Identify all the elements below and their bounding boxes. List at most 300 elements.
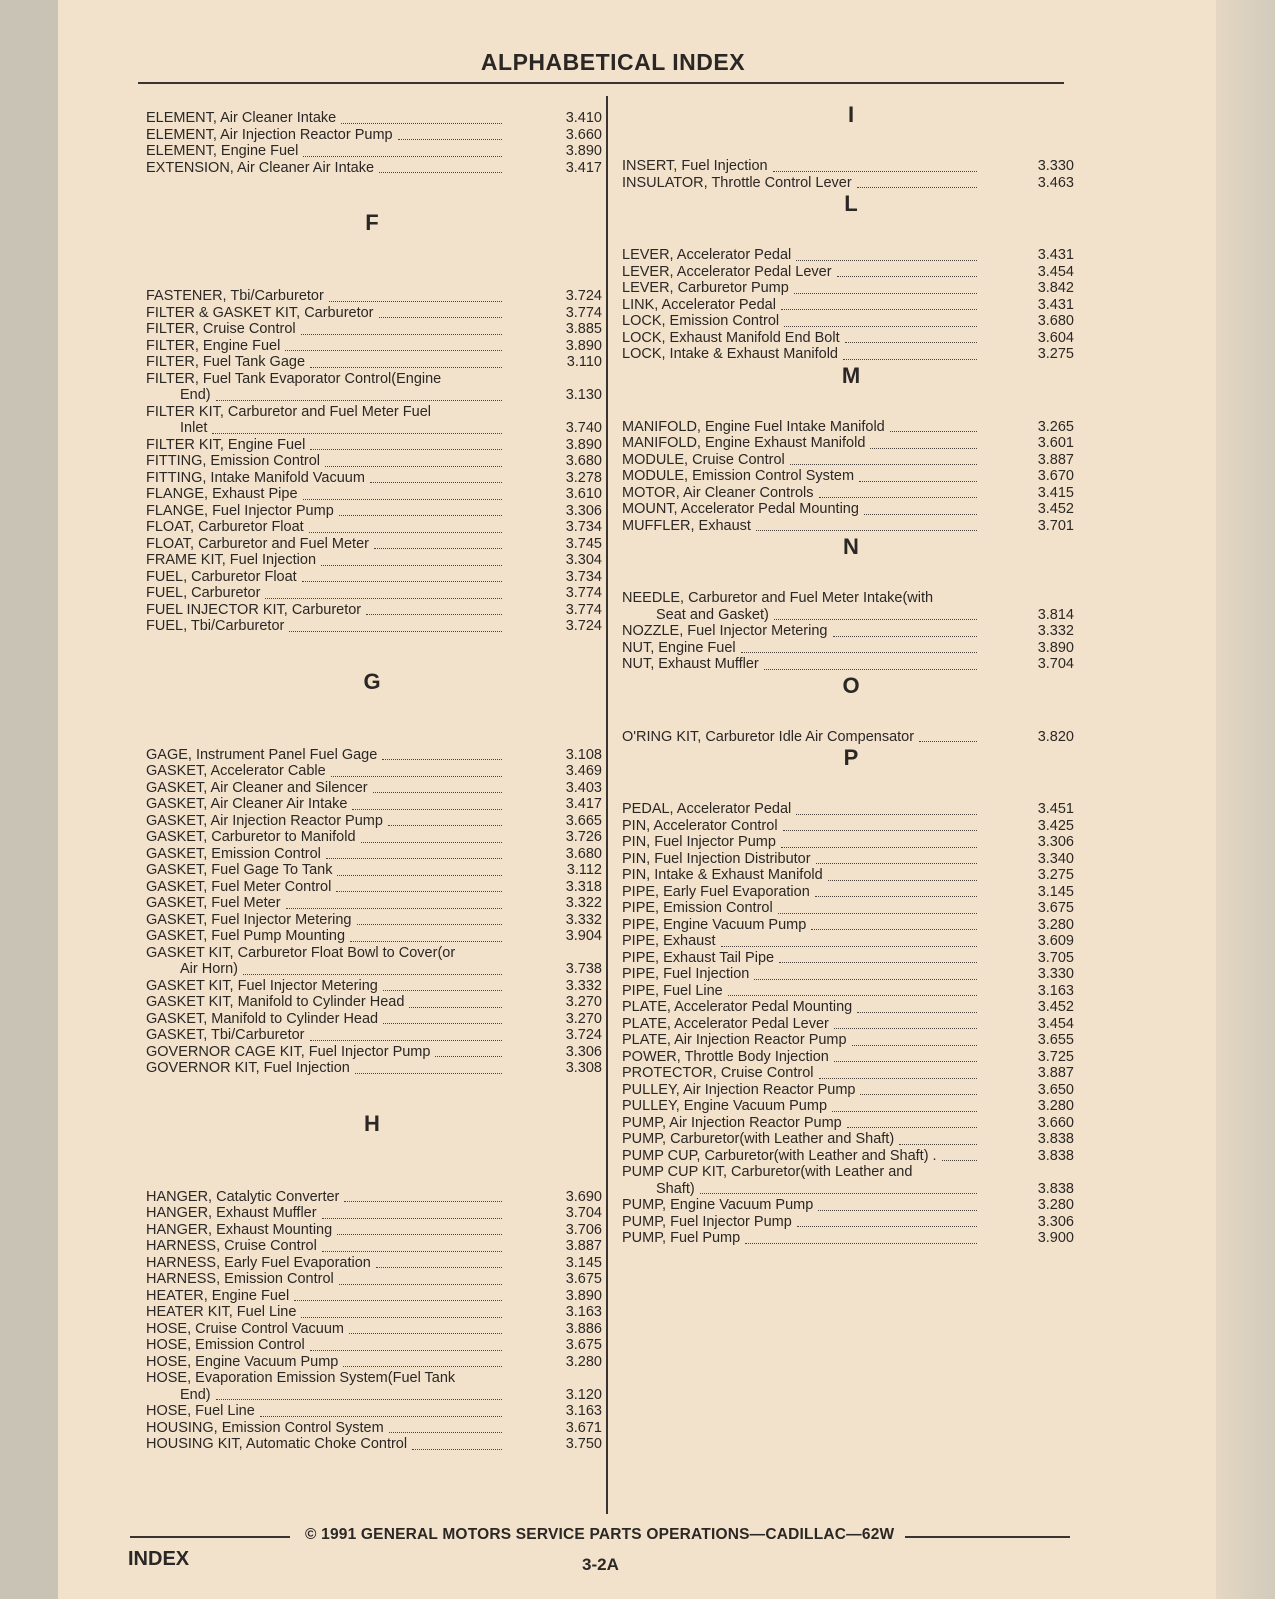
entry-page-number: 3.886: [565, 1320, 602, 1337]
dot-leader: [216, 400, 502, 401]
dot-leader: [343, 1366, 502, 1367]
entry-page-number: 3.306: [565, 502, 602, 519]
entry-page-number: 3.734: [565, 568, 602, 585]
dot-leader: [329, 301, 502, 302]
dot-leader: [321, 565, 502, 566]
entry-page-number: 3.145: [565, 1254, 602, 1271]
entry-text: GASKET, Carburetor to Manifold: [146, 829, 356, 845]
entry-text: GASKET, Tbi/Carburetor: [146, 1027, 305, 1043]
entry-page-number: 3.890: [565, 1287, 602, 1304]
entry-page-number: 3.705: [1037, 949, 1074, 966]
entry-text: FUEL INJECTOR KIT, Carburetor: [146, 601, 362, 618]
dot-leader: [816, 863, 977, 864]
entry-page-number: 3.431: [1037, 296, 1074, 313]
dot-leader: [860, 1094, 977, 1095]
entry-page-number: 3.738: [565, 961, 602, 977]
entry-text: PIPE, Engine Vacuum Pump: [622, 916, 807, 933]
entry-text: GASKET, Fuel Meter Control: [146, 878, 332, 895]
entry-text: HOSE, Cruise Control Vacuum: [146, 1320, 344, 1337]
index-entry: [146, 1222, 602, 1239]
entry-page-number: 3.820: [1037, 728, 1074, 745]
entry-text: NEEDLE, Carburetor and Fuel Meter Intake(with: [622, 590, 934, 606]
dot-leader: [303, 156, 502, 157]
entry-text: PLATE, Accelerator Pedal Mounting: [622, 999, 853, 1015]
entry-page-number: 3.750: [565, 1436, 602, 1452]
entry-text: PULLEY, Air Injection Reactor Pump: [622, 1081, 856, 1098]
dot-leader: [857, 187, 977, 188]
entry-text: GASKET, Fuel Meter: [146, 895, 281, 911]
entry-page-number: 3.655: [1037, 1032, 1074, 1048]
dot-leader: [260, 1416, 502, 1417]
entry-text: PIN, Fuel Injection Distributor: [622, 850, 811, 867]
dot-leader: [309, 532, 502, 533]
entry-text: HEATER, Engine Fuel: [146, 1287, 290, 1304]
index-entry: [146, 404, 602, 437]
entry-page-number: 3.890: [565, 337, 602, 354]
index-entry: [146, 1403, 602, 1420]
entry-page-number: 3.724: [565, 1027, 602, 1043]
index-entry: [146, 862, 602, 879]
entry-continuation: End): [180, 387, 211, 403]
entry-page-number: 3.675: [565, 1271, 602, 1287]
index-entry: [622, 1164, 1074, 1197]
entry-text: GASKET, Air Cleaner Air Intake: [146, 796, 348, 812]
entry-page-number: 3.280: [1037, 916, 1074, 933]
index-entry: [622, 966, 1074, 983]
dot-leader: [870, 448, 977, 449]
entry-page-number: 3.454: [1037, 263, 1074, 280]
dot-leader: [379, 172, 502, 173]
entry-text: FUEL, Carburetor Float: [146, 568, 297, 585]
entry-text: LOCK, Emission Control: [622, 313, 780, 329]
dot-leader: [388, 825, 502, 826]
index-entry: [146, 1321, 602, 1338]
index-entry: [146, 1288, 602, 1305]
entry-page-number: 3.740: [565, 420, 602, 436]
entry-text: HOSE, Engine Vacuum Pump: [146, 1353, 339, 1370]
entry-page-number: 3.415: [1037, 484, 1074, 501]
index-entry: [622, 623, 1074, 640]
dot-leader: [819, 1078, 977, 1079]
index-entry: [146, 602, 602, 619]
dot-leader: [265, 598, 502, 599]
entry-page-number: 3.724: [565, 288, 602, 304]
dot-leader: [784, 326, 977, 327]
index-entry: [622, 656, 1074, 673]
dot-leader: [819, 497, 977, 498]
entry-text: FUEL, Carburetor: [146, 585, 261, 601]
entry-page-number: 3.425: [1037, 817, 1074, 834]
dot-leader: [374, 548, 502, 549]
dot-leader: [310, 367, 502, 368]
entry-page-number: 3.306: [1037, 834, 1074, 850]
entry-page-number: 3.885: [565, 321, 602, 337]
dot-leader: [412, 1449, 502, 1450]
entry-text: LOCK, Intake & Exhaust Manifold: [622, 346, 838, 362]
entry-text: GASKET, Air Injection Reactor Pump: [146, 812, 383, 829]
entry-page-number: 3.890: [565, 436, 602, 453]
index-entry: [146, 763, 602, 780]
index-entry: [622, 452, 1074, 469]
dot-leader: [289, 631, 502, 632]
entry-page-number: 3.275: [1037, 867, 1074, 883]
entry-page-number: 3.838: [1037, 1147, 1074, 1164]
entry-page-number: 3.704: [1037, 656, 1074, 672]
dot-leader: [832, 1111, 977, 1112]
dot-leader: [741, 652, 977, 653]
entry-text: MOTOR, Air Cleaner Controls: [622, 484, 814, 501]
entry-page-number: 3.330: [1037, 966, 1074, 982]
index-entry: [622, 518, 1074, 535]
index-entry: [622, 884, 1074, 901]
dot-leader: [294, 1300, 502, 1301]
index-entry: [146, 813, 602, 830]
entry-text: MODULE, Cruise Control: [622, 451, 785, 468]
entry-page-number: 3.163: [565, 1304, 602, 1320]
entry-page-number: 3.706: [565, 1221, 602, 1238]
entry-text: FLOAT, Carburetor Float: [146, 519, 304, 535]
index-entry: [146, 1044, 602, 1061]
entry-page-number: 3.734: [565, 519, 602, 535]
index-entry: [146, 1205, 602, 1222]
dot-leader: [899, 1144, 977, 1145]
dot-leader: [756, 530, 977, 531]
dot-leader: [859, 481, 977, 482]
index-entry: [622, 950, 1074, 967]
index-entry: [146, 110, 602, 127]
index-entry: [146, 1354, 602, 1371]
entry-text: FLANGE, Exhaust Pipe: [146, 486, 298, 502]
dot-leader: [325, 466, 502, 467]
dot-leader: [409, 1007, 502, 1008]
entry-page-number: 3.609: [1037, 933, 1074, 949]
index-entry: [622, 729, 1074, 746]
index-entry: [146, 585, 602, 602]
index-entry: [622, 1214, 1074, 1231]
footer-copyright: © 1991 GENERAL MOTORS SERVICE PARTS OPERATIONS—CADILLAC—62W: [305, 1526, 895, 1543]
entry-text: GOVERNOR CAGE KIT, Fuel Injector Pump: [146, 1043, 431, 1060]
entry-text: GASKET, Emission Control: [146, 845, 321, 862]
index-entry: [622, 1082, 1074, 1099]
footer-section-label: INDEX: [128, 1548, 190, 1570]
dot-leader: [847, 1127, 977, 1128]
entry-page-number: 3.814: [1037, 606, 1074, 623]
entry-text: GASKET KIT, Fuel Injector Metering: [146, 977, 378, 994]
entry-text: ELEMENT, Air Cleaner Intake: [146, 110, 337, 126]
dot-leader: [216, 1399, 502, 1400]
entry-text: HARNESS, Cruise Control: [146, 1238, 317, 1254]
dot-leader: [331, 776, 502, 777]
entry-page-number: 3.842: [1037, 280, 1074, 296]
section-letter: G: [363, 668, 381, 694]
entry-continuation: End): [180, 1386, 211, 1403]
dot-leader: [773, 171, 977, 172]
entry-text: PULLEY, Engine Vacuum Pump: [622, 1098, 828, 1114]
entry-page-number: 3.417: [565, 796, 602, 812]
entry-page-number: 3.332: [1037, 623, 1074, 639]
index-entry: [622, 158, 1074, 175]
dot-leader: [376, 1267, 502, 1268]
index-entry: [622, 330, 1074, 347]
entry-text: PUMP CUP, Carburetor(with Leather and Shaft) .: [622, 1147, 937, 1164]
entry-text: NUT, Engine Fuel: [622, 639, 736, 656]
index-entry: [146, 879, 602, 896]
index-entry: [622, 1148, 1074, 1165]
dot-leader: [796, 814, 977, 815]
entry-text: HANGER, Exhaust Mounting: [146, 1221, 333, 1238]
entry-text: PIPE, Emission Control: [622, 900, 773, 916]
index-entry: [146, 1436, 602, 1453]
index-entry: [146, 519, 602, 536]
entry-text: ELEMENT, Air Injection Reactor Pump: [146, 126, 393, 143]
entry-text: GASKET KIT, Manifold to Cylinder Head: [146, 994, 405, 1010]
index-entry: [146, 371, 602, 404]
index-entry: [146, 338, 602, 355]
dot-leader: [322, 1218, 502, 1219]
entry-text: MANIFOLD, Engine Exhaust Manifold: [622, 435, 866, 451]
index-entry: [146, 895, 602, 912]
entry-text: LOCK, Exhaust Manifold End Bolt: [622, 329, 840, 346]
entry-page-number: 3.304: [565, 552, 602, 568]
index-entry: [622, 264, 1074, 281]
title-rule: [138, 82, 1064, 84]
entry-page-number: 3.280: [1037, 1197, 1074, 1213]
entry-text: PLATE, Accelerator Pedal Lever: [622, 1015, 829, 1032]
entry-text: GASKET KIT, Carburetor Float Bowl to Cover(or: [146, 944, 456, 961]
entry-text: FASTENER, Tbi/Carburetor: [146, 288, 324, 304]
index-entry: [622, 867, 1074, 884]
index-entry: [146, 1238, 602, 1255]
entry-text: HOUSING, Emission Control System: [146, 1419, 384, 1436]
entry-page-number: 3.887: [565, 1238, 602, 1254]
index-entry: [146, 1420, 602, 1437]
entry-page-number: 3.306: [565, 1043, 602, 1060]
entry-text: FILTER, Engine Fuel: [146, 337, 281, 354]
index-entry: [146, 994, 602, 1011]
index-entry: [622, 346, 1074, 363]
dot-leader: [834, 1028, 977, 1029]
section-letter: F: [365, 210, 379, 235]
entry-page-number: 3.108: [565, 746, 602, 763]
section-letter: H: [364, 1110, 380, 1136]
entry-text: INSERT, Fuel Injection: [622, 158, 768, 174]
entry-text: PUMP, Engine Vacuum Pump: [622, 1197, 814, 1213]
entry-text: FITTING, Intake Manifold Vacuum: [146, 469, 365, 486]
entry-text: PIN, Intake & Exhaust Manifold: [622, 867, 823, 883]
entry-page-number: 3.120: [565, 1386, 602, 1403]
dot-leader: [355, 1073, 502, 1074]
entry-page-number: 3.330: [1037, 158, 1074, 174]
entry-page-number: 3.265: [1037, 418, 1074, 435]
index-entry: [622, 818, 1074, 835]
dot-leader: [754, 979, 977, 980]
entry-text: PIPE, Fuel Injection: [622, 966, 750, 982]
column-divider: [606, 96, 608, 1514]
page-title: ALPHABETICAL INDEX: [480, 49, 746, 75]
index-entry: [146, 288, 602, 305]
entry-page-number: 3.665: [565, 812, 602, 829]
entry-page-number: 3.660: [565, 126, 602, 143]
entry-text: GASKET, Manifold to Cylinder Head: [146, 1010, 379, 1027]
index-entry: [146, 1304, 602, 1321]
entry-page-number: 3.270: [565, 994, 602, 1010]
index-entry: [146, 618, 602, 635]
entry-text: MODULE, Emission Control System: [622, 468, 855, 484]
entry-page-number: 3.604: [1037, 329, 1074, 346]
dot-leader: [435, 1056, 502, 1057]
entry-text: PIN, Accelerator Control: [622, 817, 778, 834]
entry-text: PUMP, Fuel Pump: [622, 1230, 741, 1246]
entry-text: HOUSING KIT, Automatic Choke Control: [146, 1436, 408, 1452]
entry-text: MOUNT, Accelerator Pedal Mounting: [622, 501, 859, 517]
index-entry: [146, 160, 602, 177]
dot-leader: [781, 309, 977, 310]
dot-leader: [357, 924, 502, 925]
section-letter: N: [843, 534, 859, 559]
entry-text: PIN, Fuel Injector Pump: [622, 834, 776, 850]
entry-page-number: 3.726: [565, 829, 602, 845]
index-entry: [146, 127, 602, 144]
index-entry: [146, 978, 602, 995]
index-entry: [146, 1337, 602, 1354]
entry-text: NUT, Exhaust Muffler: [622, 656, 759, 672]
index-entry: [146, 796, 602, 813]
footer-page-number: 3-2A: [582, 1555, 619, 1574]
dot-leader: [366, 614, 502, 615]
index-entry: [622, 247, 1074, 264]
dot-leader: [728, 995, 977, 996]
dot-leader: [834, 1061, 977, 1062]
entry-page-number: 3.163: [565, 1403, 602, 1419]
entry-text: PUMP, Carburetor(with Leather and Shaft): [622, 1131, 895, 1147]
index-entry: [146, 912, 602, 929]
entry-text: HARNESS, Emission Control: [146, 1271, 334, 1287]
entry-page-number: 3.454: [1037, 1015, 1074, 1032]
dot-leader: [339, 515, 502, 516]
entry-text: LEVER, Accelerator Pedal: [622, 247, 792, 263]
dot-leader: [797, 1226, 977, 1227]
index-entry: [622, 1065, 1074, 1082]
index-entry: [146, 780, 602, 797]
dot-leader: [285, 350, 502, 351]
dot-leader: [389, 1432, 502, 1433]
index-entry: [622, 801, 1074, 818]
entry-page-number: 3.163: [1037, 982, 1074, 999]
dot-leader: [383, 1023, 502, 1024]
entry-page-number: 3.431: [1037, 247, 1074, 263]
entry-page-number: 3.322: [565, 895, 602, 911]
entry-text: HOSE, Evaporation Emission System(Fuel Tank: [146, 1370, 456, 1386]
entry-continuation: Seat and Gasket): [656, 606, 769, 623]
index-entry: [146, 536, 602, 553]
entry-page-number: 3.112: [566, 862, 602, 878]
index-entry: [146, 829, 602, 846]
entry-page-number: 3.890: [1037, 639, 1074, 656]
entry-page-number: 3.660: [1037, 1114, 1074, 1131]
index-entry: [622, 1049, 1074, 1066]
entry-page-number: 3.280: [565, 1353, 602, 1370]
dot-leader: [942, 1160, 977, 1161]
index-entry: [622, 280, 1074, 297]
dot-leader: [310, 1350, 502, 1351]
entry-page-number: 3.340: [1037, 850, 1074, 867]
dot-leader: [794, 293, 977, 294]
index-entry: [622, 313, 1074, 330]
index-entry: [146, 486, 602, 503]
index-entry: [622, 933, 1074, 950]
entry-text: PUMP CUP KIT, Carburetor(with Leather and: [622, 1164, 913, 1180]
dot-leader: [352, 809, 502, 810]
dot-leader: [721, 946, 977, 947]
dot-leader: [301, 334, 502, 335]
entry-text: FILTER KIT, Engine Fuel: [146, 436, 306, 453]
entry-page-number: 3.701: [1037, 517, 1074, 534]
dot-leader: [379, 317, 502, 318]
index-entry: [622, 485, 1074, 502]
entry-text: MUFFLER, Exhaust: [622, 517, 751, 534]
entry-page-number: 3.278: [565, 469, 602, 486]
dot-leader: [337, 875, 502, 876]
dot-leader: [301, 1317, 502, 1318]
entry-text: PUMP, Air Injection Reactor Pump: [622, 1114, 842, 1131]
page-edge-shadow: [1216, 0, 1275, 1599]
index-entry: [622, 501, 1074, 518]
index-entry: [146, 1027, 602, 1044]
dot-leader: [322, 1251, 502, 1252]
dot-leader: [337, 1234, 502, 1235]
index-entry: [622, 983, 1074, 1000]
entry-page-number: 3.650: [1037, 1081, 1074, 1098]
entry-page-number: 3.671: [565, 1419, 602, 1436]
entry-text: FUEL, Tbi/Carburetor: [146, 618, 285, 634]
entry-text: FRAME KIT, Fuel Injection: [146, 552, 317, 568]
section-letter: L: [844, 191, 858, 216]
index-entry: [146, 354, 602, 371]
section-letter: I: [847, 102, 855, 127]
index-entry: [622, 1131, 1074, 1148]
index-entry: [622, 297, 1074, 314]
entry-page-number: 3.904: [565, 928, 602, 944]
entry-text: HARNESS, Early Fuel Evaporation: [146, 1254, 371, 1271]
entry-text: GASKET, Accelerator Cable: [146, 763, 326, 779]
entry-page-number: 3.838: [1037, 1180, 1074, 1197]
entry-text: PLATE, Air Injection Reactor Pump: [622, 1032, 847, 1048]
entry-text: PUMP, Fuel Injector Pump: [622, 1213, 792, 1230]
entry-text: FILTER & GASKET KIT, Carburetor: [146, 304, 374, 321]
dot-leader: [303, 499, 502, 500]
entry-text: GASKET, Fuel Pump Mounting: [146, 928, 346, 944]
index-entry: [146, 569, 602, 586]
entry-page-number: 3.145: [1037, 883, 1074, 900]
entry-text: FILTER, Fuel Tank Evaporator Control(Engine: [146, 370, 442, 387]
entry-page-number: 3.130: [565, 387, 602, 403]
entry-text: INSULATOR, Throttle Control Lever: [622, 174, 852, 191]
index-entry: [622, 1032, 1074, 1049]
dot-leader: [370, 482, 502, 483]
entry-text: GAGE, Instrument Panel Fuel Gage: [146, 746, 378, 763]
entry-page-number: 3.680: [565, 845, 602, 862]
entry-page-number: 3.610: [565, 486, 602, 502]
index-entry: [146, 470, 602, 487]
entry-page-number: 3.680: [565, 453, 602, 469]
dot-leader: [828, 880, 977, 881]
entry-page-number: 3.774: [565, 601, 602, 618]
entry-text: FITTING, Emission Control: [146, 453, 321, 469]
entry-text: PIPE, Early Fuel Evaporation: [622, 883, 810, 900]
entry-page-number: 3.887: [1037, 1065, 1074, 1081]
index-entry: [622, 851, 1074, 868]
entry-page-number: 3.774: [565, 304, 602, 321]
